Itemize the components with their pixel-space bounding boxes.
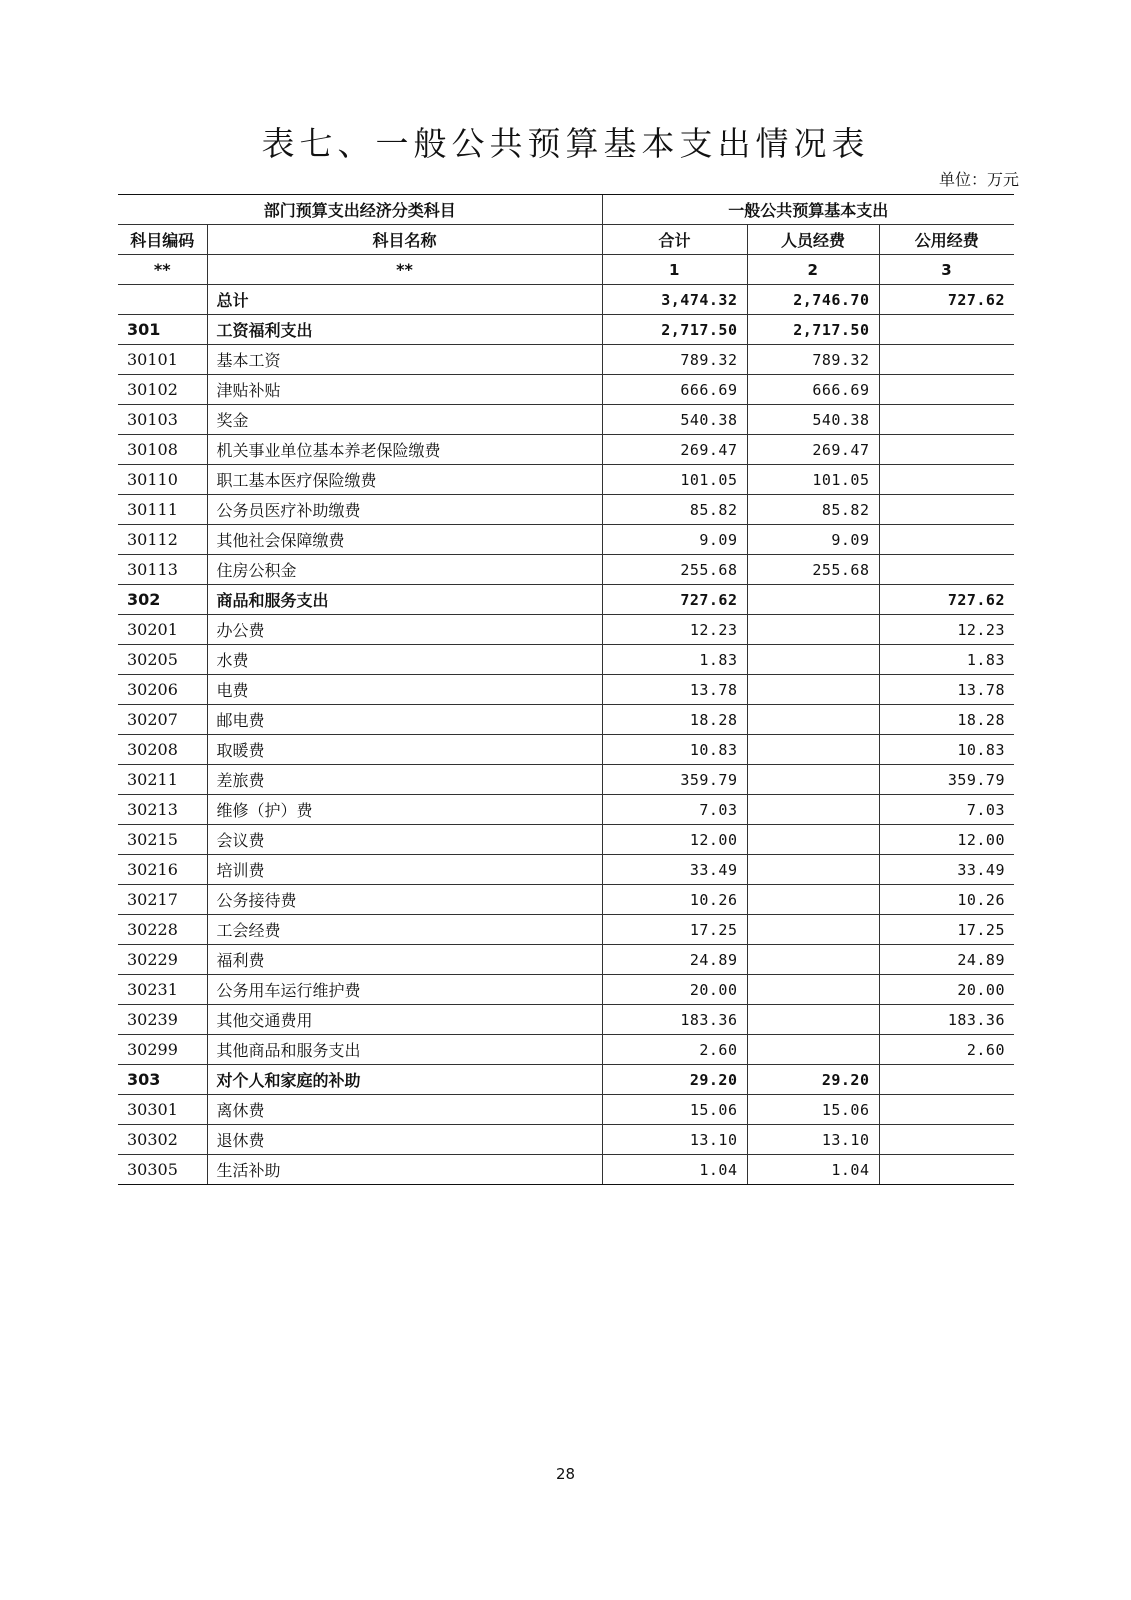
table-row <box>118 495 1014 525</box>
cell-public <box>879 435 1014 465</box>
cell-public: 10.26 <box>879 885 1014 915</box>
cell-code: 30206 <box>118 675 207 705</box>
cell-personnel <box>747 1005 879 1035</box>
table-row <box>118 735 1014 765</box>
header-personnel: 人员经费 <box>747 225 879 255</box>
cell-personnel <box>747 945 879 975</box>
table-row <box>118 285 1014 315</box>
cell-name: 生活补助 <box>207 1155 602 1185</box>
table-row <box>118 855 1014 885</box>
cell-code: 30215 <box>118 825 207 855</box>
cell-personnel: 13.10 <box>747 1125 879 1155</box>
cell-name: 公务员医疗补助缴费 <box>207 495 602 525</box>
cell-code: 30205 <box>118 645 207 675</box>
cell-name: 公务接待费 <box>207 885 602 915</box>
cell-total: 20.00 <box>602 975 747 1005</box>
cell-personnel <box>747 585 879 615</box>
table-row <box>118 675 1014 705</box>
cell-public <box>879 555 1014 585</box>
cell-public: 7.03 <box>879 795 1014 825</box>
budget-table-body <box>118 195 1014 1185</box>
cell-total: 18.28 <box>602 705 747 735</box>
cell-personnel <box>747 615 879 645</box>
cell-personnel: 2,717.50 <box>747 315 879 345</box>
cell-public: 12.00 <box>879 825 1014 855</box>
cell-code: 30213 <box>118 795 207 825</box>
cell-name: 其他交通费用 <box>207 1005 602 1035</box>
cell-name: 对个人和家庭的补助 <box>207 1065 602 1095</box>
header-code: 科目编码 <box>118 225 207 255</box>
cell-name: 维修（护）费 <box>207 795 602 825</box>
cell-name: 总计 <box>207 285 602 315</box>
cell-public: 727.62 <box>879 285 1014 315</box>
cell-public: 13.78 <box>879 675 1014 705</box>
budget-table <box>118 194 1014 1185</box>
cell-code: 30103 <box>118 405 207 435</box>
cell-public <box>879 495 1014 525</box>
cell-public: 17.25 <box>879 915 1014 945</box>
cell-total: 269.47 <box>602 435 747 465</box>
cell-total: 1.04 <box>602 1155 747 1185</box>
table-row <box>118 795 1014 825</box>
cell-personnel: 255.68 <box>747 555 879 585</box>
cell-personnel: 540.38 <box>747 405 879 435</box>
cell-total: 255.68 <box>602 555 747 585</box>
header-index-row <box>118 255 1014 285</box>
cell-total: 13.10 <box>602 1125 747 1155</box>
cell-personnel <box>747 975 879 1005</box>
cell-name: 奖金 <box>207 405 602 435</box>
cell-total: 10.26 <box>602 885 747 915</box>
cell-public <box>879 465 1014 495</box>
table-row <box>118 435 1014 465</box>
cell-code: 30101 <box>118 345 207 375</box>
cell-public: 2.60 <box>879 1035 1014 1065</box>
table-row <box>118 345 1014 375</box>
cell-code: 30216 <box>118 855 207 885</box>
cell-personnel: 789.32 <box>747 345 879 375</box>
header-group-row <box>118 195 1014 225</box>
cell-total: 727.62 <box>602 585 747 615</box>
cell-code: 30217 <box>118 885 207 915</box>
cell-code: 30111 <box>118 495 207 525</box>
table-row <box>118 465 1014 495</box>
table-row <box>118 1155 1014 1185</box>
cell-personnel <box>747 705 879 735</box>
cell-name: 办公费 <box>207 615 602 645</box>
cell-personnel: 666.69 <box>747 375 879 405</box>
cell-name: 商品和服务支出 <box>207 585 602 615</box>
cell-name: 差旅费 <box>207 765 602 795</box>
cell-personnel: 269.47 <box>747 435 879 465</box>
cell-public: 33.49 <box>879 855 1014 885</box>
cell-name: 其他社会保障缴费 <box>207 525 602 555</box>
cell-total: 3,474.32 <box>602 285 747 315</box>
cell-personnel <box>747 825 879 855</box>
cell-code: 30208 <box>118 735 207 765</box>
cell-personnel: 2,746.70 <box>747 285 879 315</box>
cell-public: 727.62 <box>879 585 1014 615</box>
cell-name: 职工基本医疗保险缴费 <box>207 465 602 495</box>
cell-personnel: 101.05 <box>747 465 879 495</box>
cell-name: 其他商品和服务支出 <box>207 1035 602 1065</box>
table-row <box>118 1005 1014 1035</box>
cell-total: 666.69 <box>602 375 747 405</box>
cell-code: 30301 <box>118 1095 207 1125</box>
cell-total: 1.83 <box>602 645 747 675</box>
table-row <box>118 645 1014 675</box>
cell-total: 7.03 <box>602 795 747 825</box>
table-row <box>118 915 1014 945</box>
cell-total: 17.25 <box>602 915 747 945</box>
table-row <box>118 1125 1014 1155</box>
cell-code: 30229 <box>118 945 207 975</box>
cell-name: 取暖费 <box>207 735 602 765</box>
index-public: 3 <box>879 255 1014 285</box>
cell-personnel <box>747 645 879 675</box>
table-row <box>118 555 1014 585</box>
header-column-row <box>118 225 1014 255</box>
cell-personnel <box>747 795 879 825</box>
index-personnel: 2 <box>747 255 879 285</box>
cell-code: 30299 <box>118 1035 207 1065</box>
cell-personnel: 29.20 <box>747 1065 879 1095</box>
cell-name: 水费 <box>207 645 602 675</box>
cell-code: 30113 <box>118 555 207 585</box>
cell-name: 住房公积金 <box>207 555 602 585</box>
page-title: 表七、一般公共预算基本支出情况表 <box>261 124 870 163</box>
table-row <box>118 405 1014 435</box>
cell-personnel <box>747 855 879 885</box>
cell-public <box>879 405 1014 435</box>
table-row <box>118 885 1014 915</box>
header-name: 科目名称 <box>207 225 602 255</box>
cell-public <box>879 1125 1014 1155</box>
cell-public <box>879 1155 1014 1185</box>
cell-name: 基本工资 <box>207 345 602 375</box>
cell-name: 退休费 <box>207 1125 602 1155</box>
cell-total: 183.36 <box>602 1005 747 1035</box>
cell-name: 津贴补贴 <box>207 375 602 405</box>
table-row <box>118 615 1014 645</box>
cell-total: 9.09 <box>602 525 747 555</box>
cell-code: 30231 <box>118 975 207 1005</box>
cell-personnel <box>747 735 879 765</box>
cell-public <box>879 1095 1014 1125</box>
cell-total: 12.00 <box>602 825 747 855</box>
cell-total: 15.06 <box>602 1095 747 1125</box>
cell-name: 邮电费 <box>207 705 602 735</box>
index-code: ** <box>118 255 207 285</box>
cell-personnel <box>747 915 879 945</box>
cell-total: 2.60 <box>602 1035 747 1065</box>
cell-public: 183.36 <box>879 1005 1014 1035</box>
cell-code: 30207 <box>118 705 207 735</box>
cell-code: 30108 <box>118 435 207 465</box>
cell-name: 机关事业单位基本养老保险缴费 <box>207 435 602 465</box>
cell-code: 30110 <box>118 465 207 495</box>
cell-public: 18.28 <box>879 705 1014 735</box>
cell-code: 302 <box>118 585 207 615</box>
cell-total: 29.20 <box>602 1065 747 1095</box>
cell-total: 85.82 <box>602 495 747 525</box>
cell-public: 359.79 <box>879 765 1014 795</box>
table-row <box>118 1065 1014 1095</box>
cell-total: 24.89 <box>602 945 747 975</box>
cell-code: 30112 <box>118 525 207 555</box>
cell-public <box>879 375 1014 405</box>
table-row <box>118 975 1014 1005</box>
table-row <box>118 1035 1014 1065</box>
index-name: ** <box>207 255 602 285</box>
cell-name: 工会经费 <box>207 915 602 945</box>
cell-total: 540.38 <box>602 405 747 435</box>
cell-public <box>879 345 1014 375</box>
index-total: 1 <box>602 255 747 285</box>
page-number: 28 <box>555 1465 576 1483</box>
cell-name: 离休费 <box>207 1095 602 1125</box>
cell-total: 33.49 <box>602 855 747 885</box>
cell-total: 2,717.50 <box>602 315 747 345</box>
cell-code: 30102 <box>118 375 207 405</box>
cell-total: 101.05 <box>602 465 747 495</box>
cell-code: 30201 <box>118 615 207 645</box>
cell-public: 1.83 <box>879 645 1014 675</box>
cell-name: 工资福利支出 <box>207 315 602 345</box>
cell-code: 30239 <box>118 1005 207 1035</box>
cell-name: 电费 <box>207 675 602 705</box>
cell-name: 公务用车运行维护费 <box>207 975 602 1005</box>
header-group-right: 一般公共预算基本支出 <box>602 195 1014 225</box>
table-row <box>118 1095 1014 1125</box>
cell-personnel <box>747 885 879 915</box>
cell-total: 10.83 <box>602 735 747 765</box>
table-row <box>118 945 1014 975</box>
cell-total: 12.23 <box>602 615 747 645</box>
cell-code: 303 <box>118 1065 207 1095</box>
cell-personnel <box>747 675 879 705</box>
cell-public <box>879 315 1014 345</box>
cell-total: 13.78 <box>602 675 747 705</box>
header-group-left: 部门预算支出经济分类科目 <box>118 195 602 225</box>
header-total: 合计 <box>602 225 747 255</box>
cell-code: 301 <box>118 315 207 345</box>
cell-public <box>879 1065 1014 1095</box>
cell-name: 会议费 <box>207 825 602 855</box>
cell-public: 24.89 <box>879 945 1014 975</box>
cell-name: 福利费 <box>207 945 602 975</box>
table-row <box>118 705 1014 735</box>
cell-personnel: 9.09 <box>747 525 879 555</box>
cell-name: 培训费 <box>207 855 602 885</box>
cell-personnel: 15.06 <box>747 1095 879 1125</box>
cell-total: 789.32 <box>602 345 747 375</box>
table-row <box>118 525 1014 555</box>
cell-public <box>879 525 1014 555</box>
cell-code: 30228 <box>118 915 207 945</box>
cell-code <box>118 285 207 315</box>
table-row <box>118 315 1014 345</box>
cell-personnel: 85.82 <box>747 495 879 525</box>
cell-public: 20.00 <box>879 975 1014 1005</box>
cell-code: 30302 <box>118 1125 207 1155</box>
table-row <box>118 375 1014 405</box>
cell-code: 30305 <box>118 1155 207 1185</box>
header-public: 公用经费 <box>879 225 1014 255</box>
cell-total: 359.79 <box>602 765 747 795</box>
cell-personnel <box>747 1035 879 1065</box>
cell-code: 30211 <box>118 765 207 795</box>
table-row <box>118 765 1014 795</box>
unit-label: 单位：万元 <box>938 170 1019 189</box>
table-row <box>118 825 1014 855</box>
table-row <box>118 585 1014 615</box>
cell-public: 12.23 <box>879 615 1014 645</box>
cell-personnel: 1.04 <box>747 1155 879 1185</box>
cell-public: 10.83 <box>879 735 1014 765</box>
cell-personnel <box>747 765 879 795</box>
